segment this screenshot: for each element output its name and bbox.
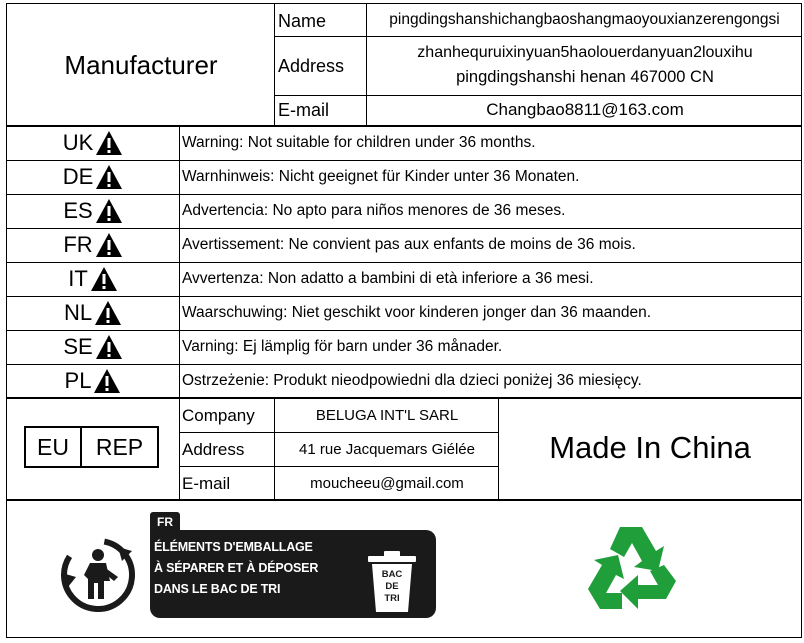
warning-text-uk: Warning: Not suitable for children under 36 months.: [182, 134, 536, 151]
warning-code-label: NL: [63, 300, 93, 325]
warning-text-it: Avvertenza: Non adatto a bambini di età inferiore a 36 mesi.: [182, 270, 594, 287]
eu-rep-email-label: E-mail: [182, 474, 231, 493]
warning-code-es: [8, 194, 178, 228]
eu-rep-badge-eu: EU: [37, 433, 69, 460]
warning-code-nl: [8, 296, 178, 330]
bin-text-3: TRI: [384, 593, 400, 604]
warning-text-nl: Waarschuwing: Niet geschikt voor kinderen jonger dan 36 maanden.: [182, 304, 651, 321]
warning-code-label: UK: [62, 130, 94, 155]
info-tri-badge: [150, 512, 436, 620]
manufacturer-address-line2: pingdingshanshi henan 467000 CN: [456, 68, 714, 86]
warning-triangle-icon: [95, 130, 123, 156]
eu-rep-badge: [24, 426, 159, 468]
eu-rep-company-label: Company: [182, 406, 255, 425]
warning-triangle-icon: [93, 368, 121, 394]
warning-text-de: Warnhinweis: Nicht geeignet für Kinder unter 36 Monaten.: [182, 168, 580, 185]
warning-code-it: [8, 262, 178, 296]
info-tri-line3: DANS LE BAC DE TRI: [154, 582, 281, 596]
bin-text-1: BAC: [381, 569, 403, 580]
manufacturer-name-value: pingdingshanshichangbaoshangmaoyouxianzerengongsi: [389, 11, 780, 28]
warning-triangle-icon: [95, 232, 123, 258]
warning-triangle-icon: [95, 334, 123, 360]
manufacturer-name-label: Name: [278, 11, 327, 31]
manufacturer-address-line1: zhanhequruixinyuan5haolouerdanyuan2louxihu: [417, 44, 753, 61]
manufacturer-email-value: Changbao8811@163.com: [486, 100, 684, 119]
info-tri-line2: À SÉPARER ET À DÉPOSER: [154, 561, 319, 575]
warning-text-fr: Avertissement: Ne convient pas aux enfants de moins de 36 mois.: [182, 236, 636, 253]
made-in-label: Made In China: [549, 430, 751, 465]
warning-text-es: Advertencia: No apto para niños menores de 36 meses.: [182, 202, 566, 219]
warning-triangle-icon: [95, 198, 123, 224]
warning-code-label: ES: [63, 198, 93, 223]
warning-text-se: Varning: Ej lämplig för barn under 36 månader.: [182, 338, 503, 355]
warning-triangle-icon: [94, 300, 122, 326]
manufacturer-email-label: E-mail: [278, 100, 330, 120]
eu-rep-company-value: BELUGA INT'L SARL: [315, 407, 459, 424]
manufacturer-address-label: Address: [278, 56, 345, 76]
warning-code-fr: [8, 228, 178, 262]
eu-rep-address-label: Address: [182, 440, 245, 459]
warning-code-label: DE: [62, 164, 94, 189]
warning-code-se: [8, 330, 178, 364]
eu-rep-email-value: moucheeu@gmail.com: [310, 475, 464, 492]
warning-code-pl: [8, 364, 178, 398]
warning-text-pl: Ostrzeżenie: Produkt nieodpowiedni dla dzieci poniżej 36 miesięcy.: [182, 372, 642, 389]
bin-text-2: DE: [385, 581, 399, 592]
warning-code-label: SE: [63, 334, 93, 359]
info-tri-country: FR: [150, 512, 180, 532]
warning-code-label: IT: [68, 266, 88, 291]
eu-rep-badge-rep: REP: [95, 433, 144, 460]
recycle-icon: [580, 515, 690, 625]
triman-icon: [58, 535, 138, 615]
warning-code-uk: [8, 126, 178, 160]
warning-code-label: FR: [63, 232, 93, 257]
warning-triangle-icon: [90, 266, 118, 292]
warning-code-de: [8, 160, 178, 194]
warning-triangle-icon: [95, 164, 123, 190]
manufacturer-title: Manufacturer: [64, 49, 218, 80]
info-tri-line1: ÉLÉMENTS D'EMBALLAGE: [154, 540, 313, 554]
warning-code-label: PL: [64, 368, 92, 393]
eu-rep-address-value: 41 rue Jacquemars Giélée: [299, 441, 475, 458]
